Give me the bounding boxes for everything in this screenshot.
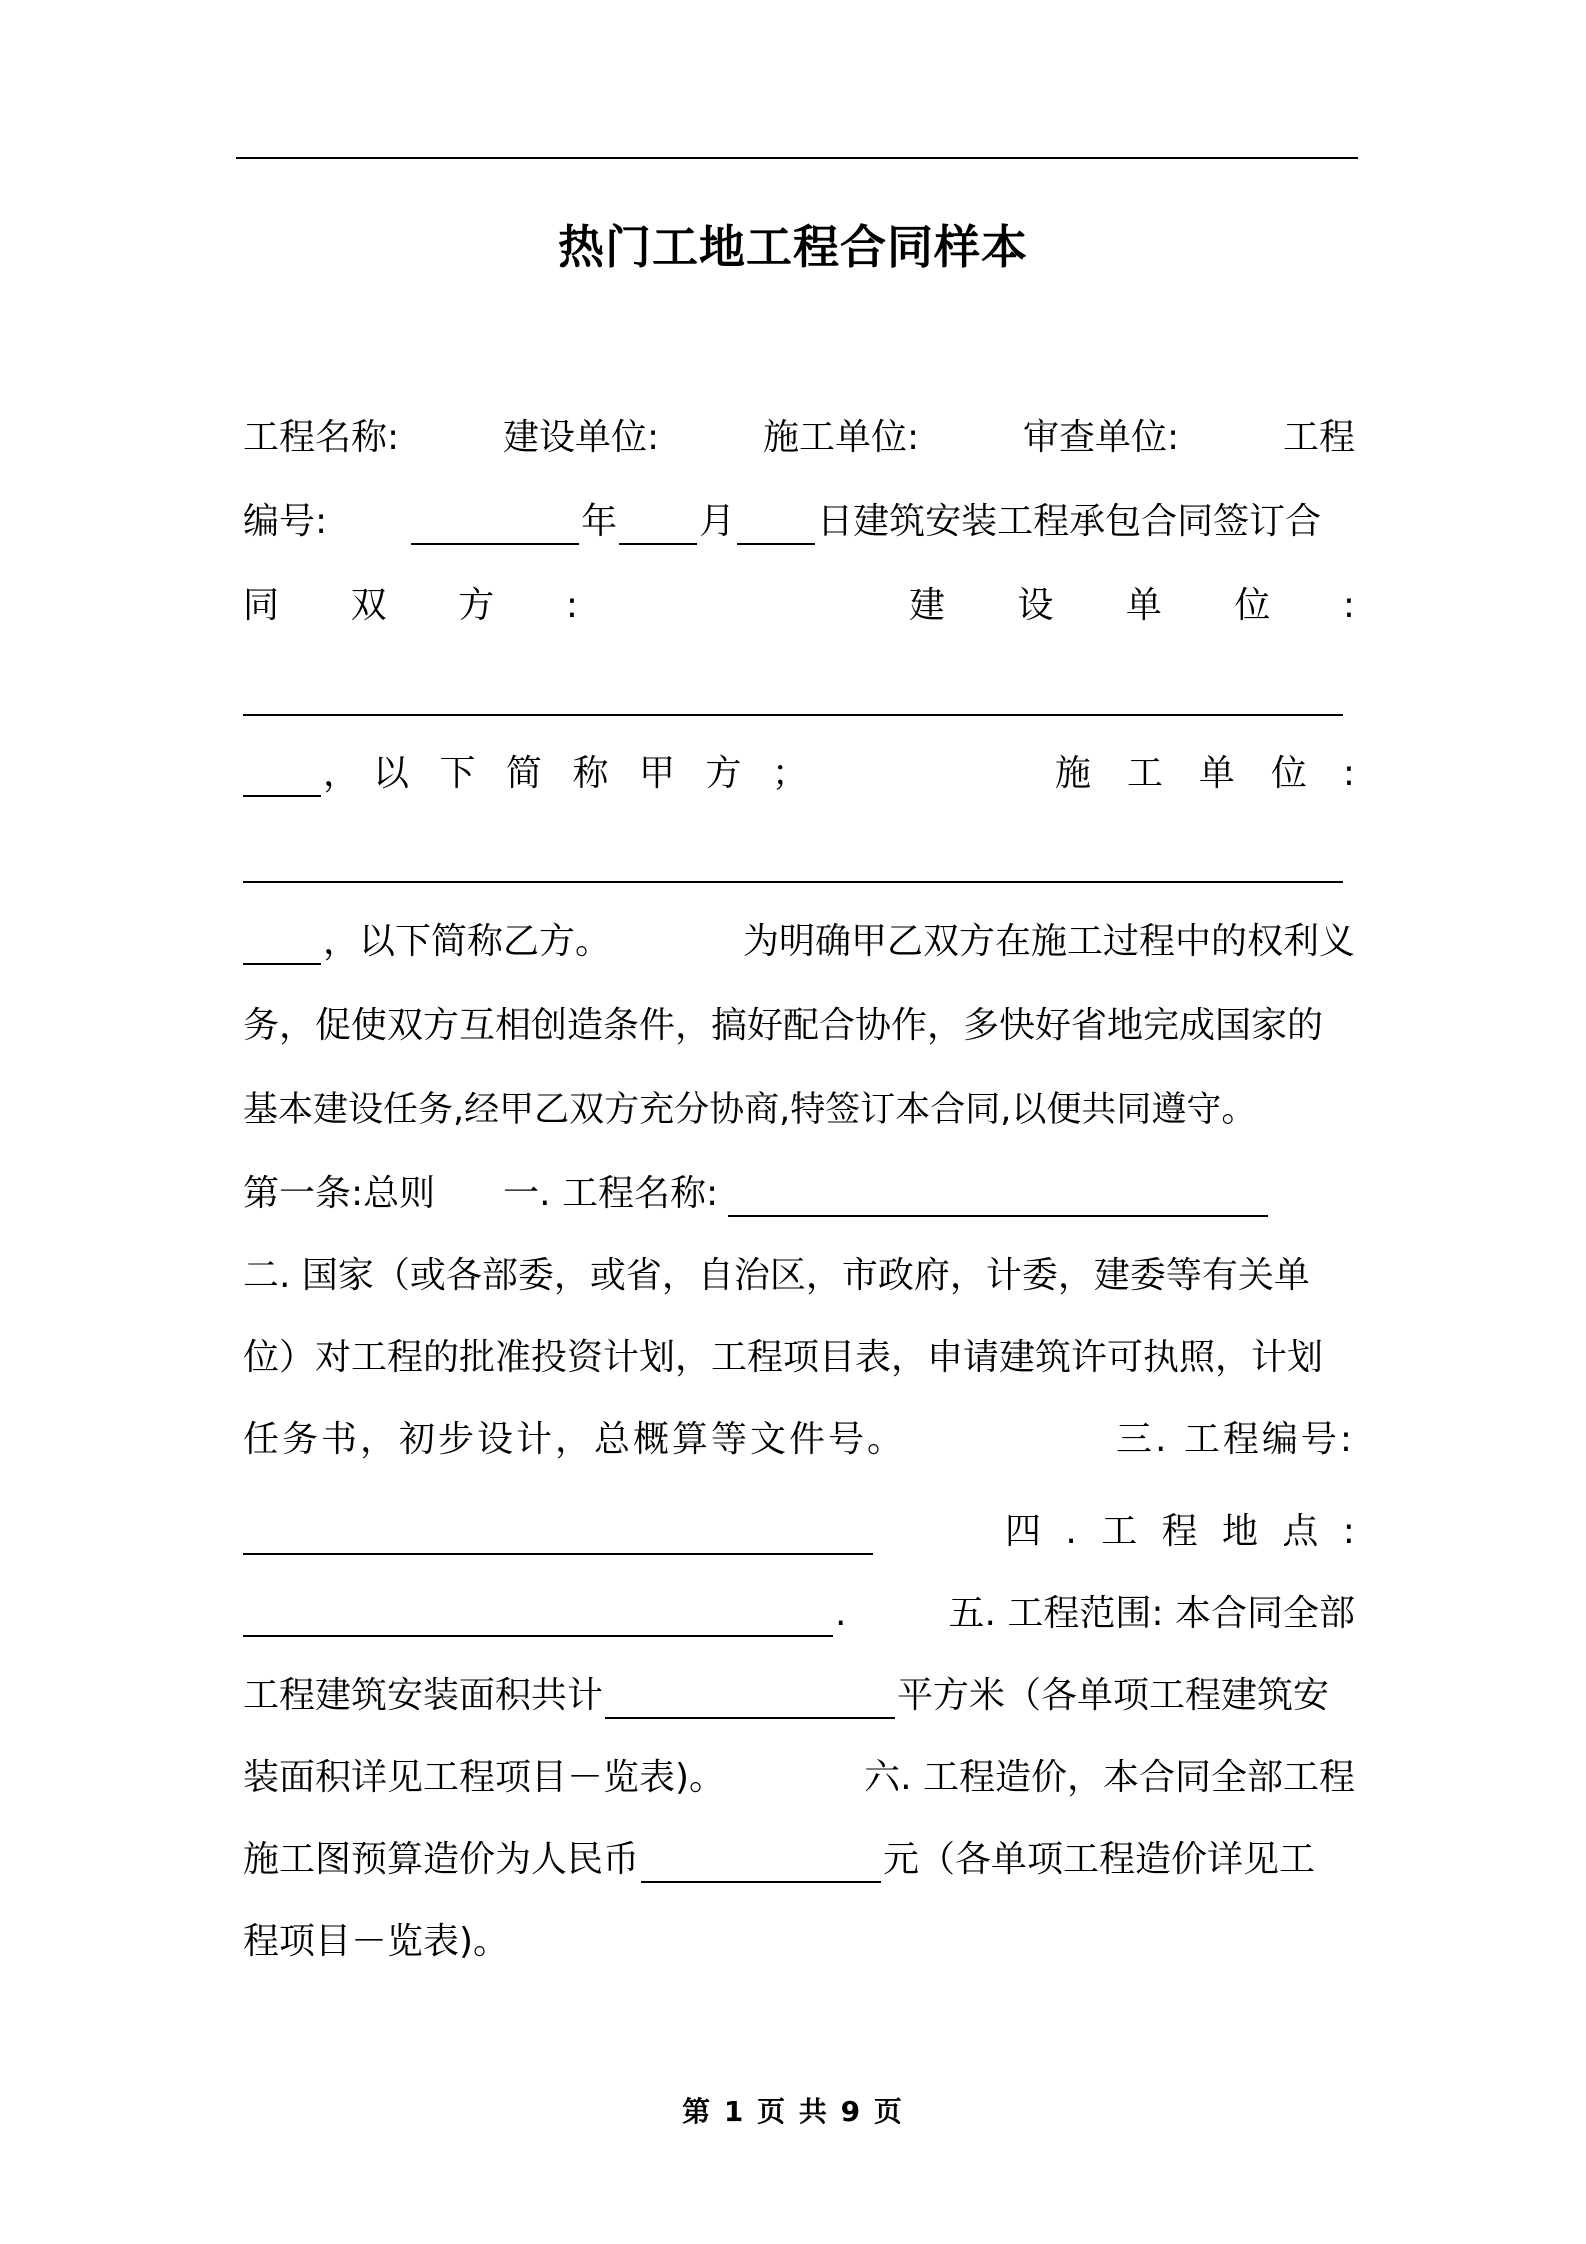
body-line-3 bbox=[243, 564, 1355, 648]
location-char: 工 bbox=[1101, 1511, 1138, 1552]
project-name-item: 一. 工程名称: bbox=[503, 1173, 719, 1214]
document-title: 热门工地工程合同样本 bbox=[558, 220, 1028, 274]
body-line-2 bbox=[243, 480, 1355, 564]
purpose-text-2: 务，促使双方互相创造条件，搞好配合协作，多快好省地完成国家的 bbox=[243, 1005, 1324, 1046]
contractor-char: 位 bbox=[1270, 753, 1307, 794]
area-blank bbox=[605, 1681, 895, 1719]
location-char: 程 bbox=[1161, 1511, 1198, 1552]
day-blank bbox=[737, 507, 815, 545]
location-char: . bbox=[1065, 1511, 1077, 1552]
location-char: : bbox=[1342, 1511, 1355, 1552]
month-label: 月 bbox=[699, 501, 736, 542]
party-b-text: ，以下简称乙方。 bbox=[323, 921, 612, 962]
abbr-char: 简 bbox=[505, 753, 542, 794]
body-line-15 bbox=[243, 1572, 1355, 1656]
body-line-5 bbox=[243, 732, 1355, 816]
cost-text-2: 程项目－览表)。 bbox=[243, 1921, 510, 1962]
body-line-13 bbox=[243, 1398, 1355, 1482]
parties-label-group bbox=[243, 564, 578, 648]
body-line-19 bbox=[243, 1900, 1355, 1984]
parties-char: 双 bbox=[350, 585, 387, 626]
builder-char: : bbox=[1342, 585, 1355, 626]
project-number-blank bbox=[243, 1517, 873, 1555]
abbr-char: 方 bbox=[705, 753, 742, 794]
builder-label-group bbox=[909, 564, 1355, 648]
contractor-char: : bbox=[1342, 753, 1355, 794]
builder-char: 建 bbox=[909, 585, 946, 626]
contractor-char: 工 bbox=[1126, 753, 1163, 794]
location-char: 四 bbox=[1005, 1511, 1042, 1552]
body-line-17 bbox=[243, 1736, 1355, 1820]
body-line-1 bbox=[243, 396, 1355, 480]
page-number: 第 1 页 共 9 页 bbox=[682, 2095, 904, 2128]
cost-blank bbox=[641, 1845, 881, 1883]
party-a-abbr-group bbox=[373, 732, 808, 816]
field-project-name-label: 工程名称: bbox=[243, 417, 400, 458]
field-number-label: 编号: bbox=[243, 501, 328, 542]
item-two-text-2: 位）对工程的批准投资计划，工程项目表，申请建筑许可执照，计划 bbox=[243, 1337, 1324, 1378]
body-line-9 bbox=[243, 1068, 1355, 1152]
body-line-18 bbox=[243, 1818, 1355, 1902]
cost-text: 施工图预算造价为人民币 bbox=[243, 1839, 640, 1880]
area-text-2: 装面积详见工程项目－览表)。 bbox=[243, 1757, 726, 1798]
body-line-12 bbox=[243, 1316, 1355, 1400]
area-unit-text: 平方米（各单项工程建筑安 bbox=[897, 1675, 1330, 1716]
area-text: 工程建筑安装面积共计 bbox=[243, 1675, 604, 1716]
parties-char: 方 bbox=[458, 585, 495, 626]
year-label: 年 bbox=[581, 501, 618, 542]
body-line-11 bbox=[243, 1234, 1355, 1318]
header-rule bbox=[236, 157, 1358, 159]
project-scope-item: 五. 工程范围: 本合同全部 bbox=[948, 1593, 1355, 1634]
project-cost-item: 六. 工程造价，本合同全部工程 bbox=[864, 1757, 1355, 1798]
builder-char: 位 bbox=[1234, 585, 1271, 626]
field-project-label: 工程 bbox=[1282, 417, 1355, 458]
project-location-blank bbox=[243, 1599, 833, 1637]
item-two-text-3: 任务书，初步设计，总概算等文件号。 bbox=[243, 1419, 907, 1460]
contractor-char: 单 bbox=[1198, 753, 1235, 794]
location-char: 地 bbox=[1222, 1511, 1259, 1552]
cost-unit-text: 元（各单项工程造价详见工 bbox=[883, 1839, 1316, 1880]
year-blank bbox=[411, 507, 579, 545]
field-contractor-label: 施工单位: bbox=[762, 417, 920, 458]
article-one-heading: 第一条:总则 bbox=[243, 1173, 436, 1214]
parties-char: 同 bbox=[243, 585, 280, 626]
parties-char: : bbox=[565, 585, 578, 626]
party-b-tail-blank bbox=[243, 927, 321, 965]
builder-char: 单 bbox=[1125, 585, 1162, 626]
body-line-14 bbox=[243, 1490, 1355, 1574]
month-blank bbox=[619, 507, 697, 545]
location-char: 点 bbox=[1282, 1511, 1319, 1552]
contractor-name-blank bbox=[243, 881, 1343, 883]
abbr-char: 称 bbox=[572, 753, 609, 794]
contractor-label-group bbox=[1055, 732, 1355, 816]
abbr-char: 甲 bbox=[638, 753, 675, 794]
purpose-text-3: 基本建设任务,经甲乙双方充分协商,特签订本合同,以便共同遵守。 bbox=[243, 1090, 1257, 1130]
builder-char: 设 bbox=[1017, 585, 1054, 626]
field-reviewer-label: 审查单位: bbox=[1022, 417, 1180, 458]
comma-text: ， bbox=[323, 753, 360, 794]
field-builder-label: 建设单位: bbox=[502, 417, 660, 458]
body-line-7 bbox=[243, 900, 1355, 984]
project-name-blank bbox=[728, 1179, 1268, 1217]
contractor-char: 施 bbox=[1055, 753, 1092, 794]
body-line-8 bbox=[243, 984, 1355, 1068]
period-text: . bbox=[835, 1593, 847, 1634]
project-number-item: 三. 工程编号: bbox=[1115, 1419, 1355, 1460]
party-a-tail-blank bbox=[243, 759, 321, 797]
abbr-char: 下 bbox=[439, 753, 476, 794]
contract-sign-text: 日建筑安装工程承包合同签订合 bbox=[817, 501, 1322, 542]
builder-name-blank bbox=[243, 714, 1343, 716]
item-two-text: 二. 国家（或各部委，或省，自治区，市政府，计委，建委等有关单 bbox=[243, 1255, 1310, 1296]
abbr-char: 以 bbox=[373, 753, 410, 794]
body-line-16 bbox=[243, 1654, 1355, 1738]
project-location-label-group bbox=[1005, 1490, 1355, 1574]
purpose-text: 为明确甲乙双方在施工过程中的权利义 bbox=[742, 921, 1355, 962]
body-line-10 bbox=[243, 1152, 1355, 1236]
abbr-char: ； bbox=[771, 753, 808, 794]
